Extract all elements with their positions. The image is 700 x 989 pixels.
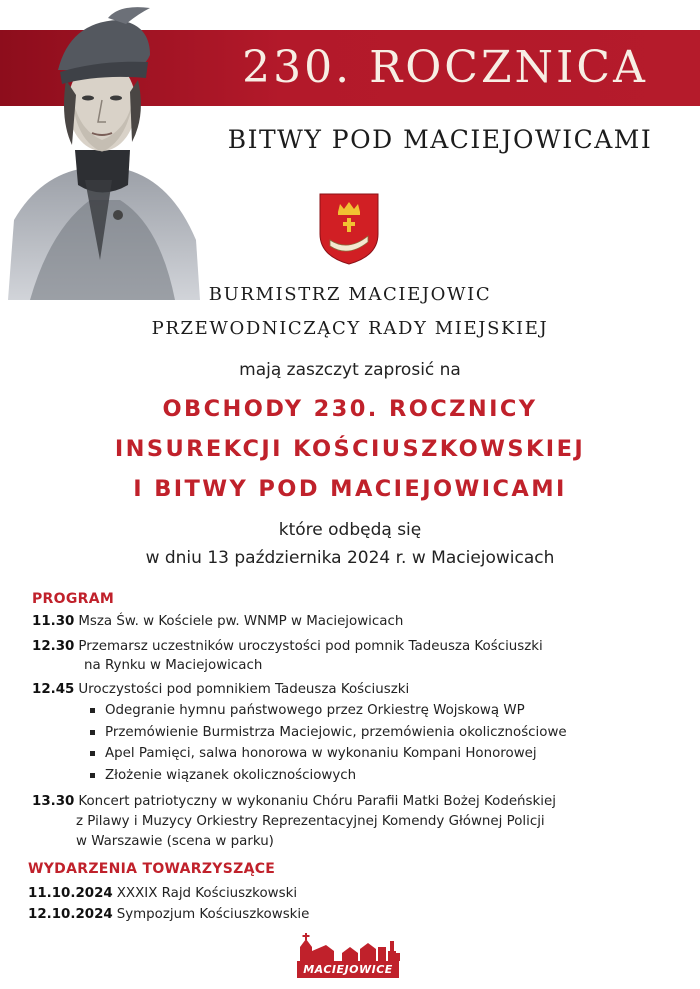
program-text-continued: w Warszawie (scena w parku) <box>76 834 274 849</box>
program-text: Przemarsz uczestników uroczystości pod pomnik Tadeusza Kościuszki <box>78 639 543 654</box>
list-item: Złożenie wiązanek okolicznościowych <box>90 765 567 787</box>
page-title: 230. ROCZNICA <box>242 42 648 93</box>
logo-wordmark: MACIEJOWICE <box>297 961 399 978</box>
program-time: 12.30 <box>32 639 75 654</box>
program-item <box>32 792 556 812</box>
event-title-line-3: I BITWY POD MACIEJOWICAMI <box>133 476 567 502</box>
program-text: Koncert patriotyczny w wykonaniu Chóru Parafii Matki Bożej Kodeńskiej <box>78 794 556 809</box>
program-text: Uroczystości pod pomnikiem Tadeusza Kościuszki <box>78 682 410 697</box>
program-time: 13.30 <box>32 794 75 809</box>
officials-line-2: PRZEWODNICZĄCY RADY MIEJSKIEJ <box>151 318 549 339</box>
event-date: 11.10.2024 <box>28 886 113 901</box>
program-text-continued: na Rynku w Maciejowicach <box>84 658 263 673</box>
event-date: 12.10.2024 <box>28 907 113 922</box>
program-item <box>32 637 543 657</box>
program-time: 12.45 <box>32 682 75 697</box>
page-subtitle: BITWY POD MACIEJOWICAMI <box>227 125 653 154</box>
accompanying-event <box>28 905 309 925</box>
officials-line-1: BURMISTRZ MACIEJOWIC <box>208 284 492 305</box>
list-item: Apel Pamięci, salwa honorowa w wykonaniu Kompani Honorowej <box>90 743 567 765</box>
accompanying-events-heading: WYDARZENIA TOWARZYSZĄCE <box>28 861 276 877</box>
program-item <box>32 612 403 632</box>
list-item: Przemówienie Burmistrza Maciejowic, przemówienia okolicznościowe <box>90 722 567 744</box>
event-name: XXXIX Rajd Kościuszkowski <box>116 886 298 901</box>
event-name: Sympozjum Kościuszkowskie <box>116 907 310 922</box>
invitation-text: mają zaszczyt zaprosić na <box>239 360 461 380</box>
program-text-continued: z Pilawy i Muzycy Orkiestry Reprezentacyjnej Komendy Głównej Policji <box>76 814 545 829</box>
town-coat-of-arms <box>318 190 380 266</box>
accompanying-event <box>28 884 297 904</box>
program-heading: PROGRAM <box>32 591 115 607</box>
kosciuszko-portrait <box>0 0 200 300</box>
list-item: Odegranie hymnu państwowego przez Orkiestrę Wojskową WP <box>90 700 567 722</box>
event-title-line-1: OBCHODY 230. ROCZNICY <box>162 396 538 422</box>
program-text: Msza Św. w Kościele pw. WNMP w Maciejowicach <box>78 614 404 629</box>
ceremony-bullet-list <box>90 700 567 786</box>
program-time: 11.30 <box>32 614 75 629</box>
program-item <box>32 680 409 700</box>
event-date-place: w dniu 13 października 2024 r. w Maciejowicach <box>145 548 555 568</box>
event-title-line-2: INSUREKCJI KOŚCIUSZKOWSKIEJ <box>114 436 586 462</box>
event-when-line-1: które odbędą się <box>278 520 422 540</box>
